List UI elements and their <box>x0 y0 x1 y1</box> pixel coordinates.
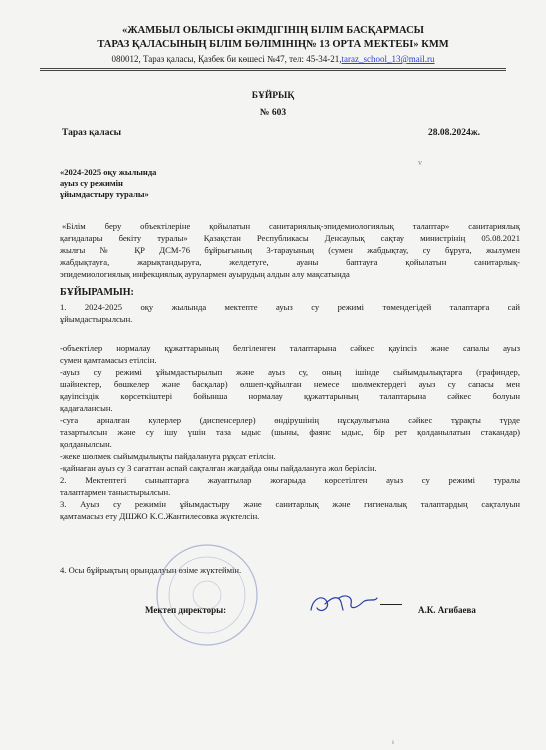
subject-line: ұйымдастыру туралы» <box>60 189 149 199</box>
order-number: № 603 <box>259 108 287 118</box>
bullet-line: қолданылсын. <box>60 439 112 449</box>
bullet-line: -қайнаған ауыз су 3 сағаттан аспай сақталған жағдайда оны пайдалануға жол берілсін. <box>60 463 377 473</box>
order-title: БҰЙРЫҚ <box>251 91 295 101</box>
item-1-line: ұйымдастырылсын. <box>60 314 133 324</box>
preamble-line: эпидемиологиялық инфекциялық аурулармен ауырудың алдын алу мақсатында <box>60 269 350 279</box>
subject-line: ауыз су режимін <box>60 178 123 188</box>
header-divider-top <box>40 68 506 69</box>
bullet-line: шәйнектер, бөшкелер және басқалар) өлшеп-құйылған немесе шөлмектердегі ауыз су сапасы мен <box>60 379 520 389</box>
mark-tick: v <box>418 158 422 167</box>
subject-line: «2024-2025 оқу жылында <box>60 167 157 177</box>
address-text: 080012, Тараз қаласы, Қазбек би көшесі №47, тел: 45-34-21, <box>111 54 342 64</box>
header-divider-bottom <box>40 70 506 71</box>
item-2-line: талаптармен таныстырылсын. <box>60 487 171 497</box>
org-address <box>0 53 546 65</box>
preamble-line: жылғы № ҚР ДСМ-76 бұйрығының 3-тарауының (сумен жабдықтау, су бұруға, жылумен <box>60 245 520 255</box>
item-3-line: 3. Ауыз су режимін ұйымдастыру және санитарлық және гигиеналық талаптардың сақталуын <box>60 499 520 509</box>
email-link[interactable]: taraz_school_13@mail.ru <box>341 54 435 64</box>
item-3-line: қамтамасыз ету ДШЖО К.С.Жантилесовка жүктелсін. <box>60 511 260 521</box>
bullet-line: тазартылсын және су ішу үшін таза ыдыс (шыны, фаянс ыдыс, бір рет қолданылатын стакандар) <box>60 427 520 437</box>
bullet-line: -объектілер нормалау құжаттарының белгіленген талаптарына сәйкес қауіпсіз және сапалы ауыз <box>60 343 520 353</box>
bullet-line: -суға арналған кулерлер (диспенсерлер) өндірушінің нұсқаулығына сәйкес тұрақты түрде <box>60 415 520 425</box>
order-city: Тараз қаласы <box>62 128 122 138</box>
command-heading: БҰЙЫРАМЫН: <box>60 287 134 298</box>
page-mark: ᵻ <box>392 738 394 746</box>
bullet-line: -жеке шөлмек сыйымдылықты пайдалануға рұқсат етілсін. <box>60 451 276 461</box>
director-signature <box>305 588 380 620</box>
preamble-line: қағидалары бекіту туралы» Қазақстан Республикасы Денсаулық сақтау министрінің 05.08.2021 <box>60 233 520 243</box>
org-name-line1: «ЖАМБЫЛ ОБЛЫСЫ ӘКІМДІГІНІҢ БІЛІМ БАСҚАРМАСЫ <box>121 25 424 36</box>
order-date: 28.08.2024ж. <box>428 128 481 138</box>
bullet-line: қауіпсіздік көрсеткіштері бойынша нормалау құжаттарының талаптарына сәйкес болуын <box>60 391 520 401</box>
org-name-line2: ТАРАЗ ҚАЛАСЫНЫҢ БІЛІМ БӨЛІМІНІҢ№ 13 ОРТА МЕКТЕБІ» КММ <box>97 39 449 50</box>
item-2-line: 2. Мектептегі сыныптарға жауаптылар жоғарыда көрсетілген ауыз су режимі туралы <box>60 475 520 485</box>
preamble-line: жабдықтауға, жарықтандыруға, желдетуге, ауаны баптауға қойылатын санитарлық- <box>60 257 520 267</box>
director-name: А.К. Агибаева <box>418 605 476 615</box>
school-stamp <box>152 540 262 650</box>
signature-label: Мектеп директоры: <box>145 605 227 615</box>
item-1-line: 1. 2024-2025 оқу жылында мектепте ауыз су режимі төмендегідей талаптарға сай <box>60 302 520 312</box>
bullet-line: -ауыз су режимі ұйымдастырылып және ауыз су, оның ішінде сыйымдылықтарға (графиндер, <box>60 367 520 377</box>
bullet-line: сумен қамтамасыз етілсін. <box>60 355 157 365</box>
bullet-line: қадағалансын. <box>60 403 113 413</box>
signature-dash <box>380 604 402 605</box>
preamble-line: «Білім беру объектілеріне қойылатын санитариялық-эпидемиологиялық талаптар» санитариялық <box>62 221 520 231</box>
item-4-line: 4. Осы бұйрықтың орындалуын өзіме жүктеймін. <box>60 565 242 575</box>
